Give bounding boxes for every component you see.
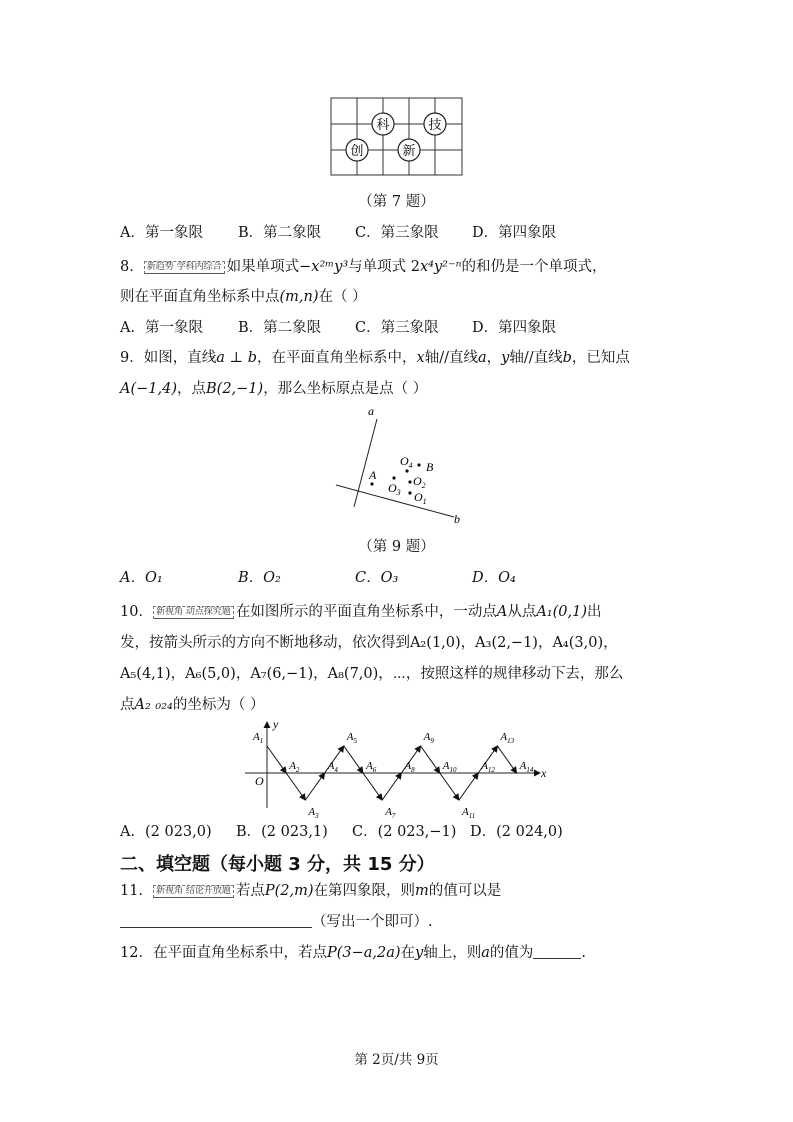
q7-option-a[interactable]: A．第一象限 <box>120 225 203 241</box>
q10-point-a1: A₁(0,1) <box>536 604 587 620</box>
q8-text: 则在平面直角坐标系中点 <box>120 289 280 305</box>
zigzag-point-label: $A_6$ <box>366 760 377 774</box>
q9-text: ，点 <box>177 381 206 397</box>
q8-text: 如果单项式− <box>226 259 312 275</box>
q7-option-c[interactable]: C．第三象限 <box>355 225 439 241</box>
q11-text: 的值可以是 <box>428 883 502 899</box>
label-o4: $O_4$ <box>400 454 413 470</box>
zigzag-segment <box>497 746 516 773</box>
q9-option-d[interactable]: D．O₄ <box>472 570 516 586</box>
q8-text: 的和仍是一个单项式， <box>461 259 607 275</box>
zigzag-segment <box>267 746 286 773</box>
section-2-heading: 二、填空题（每小题 3 分，共 15 分） <box>120 854 435 875</box>
q8-line-1 <box>120 255 607 276</box>
q9-option-c[interactable]: C．O₃ <box>355 570 399 586</box>
q11-var: m <box>414 883 429 899</box>
zigzag-point-label: $A_8$ <box>404 760 415 774</box>
zigzag-labels <box>252 731 534 820</box>
q12-text: 在 <box>400 945 416 961</box>
q10-line-1 <box>120 600 601 621</box>
q9-var: x <box>416 350 425 366</box>
q11-line-2 <box>120 910 433 931</box>
q11-point: P(2,m) <box>264 883 314 899</box>
q12-text: 12．在平面直角坐标系中，若点 <box>120 945 327 961</box>
q11-line-1 <box>120 879 501 900</box>
q7-option-d[interactable]: D．第四象限 <box>472 225 557 241</box>
q10-option-d[interactable]: D．(2 024,0) <box>470 824 563 840</box>
q12-text: 的值为 <box>489 945 534 961</box>
zigzag-point-label: $A_5$ <box>346 731 358 745</box>
figure-10-zigzag-graph <box>245 717 555 820</box>
q11-text: （写出一个即可）. <box>312 914 433 930</box>
zigzag-point-label: $A_{12}$ <box>481 760 495 774</box>
label-o1: $O_1$ <box>414 490 427 506</box>
q8-option-d[interactable]: D．第四象限 <box>472 320 557 336</box>
label-o3: $O_3$ <box>388 481 401 497</box>
q12-var: a <box>481 945 490 961</box>
label-b: b <box>454 512 460 526</box>
q10-tag: 新视角 动点探究题 <box>153 606 234 619</box>
figure-7-board <box>330 97 464 177</box>
q8-option-a[interactable]: A．第一象限 <box>120 320 203 336</box>
q11-answer-blank[interactable] <box>120 913 312 928</box>
q10-text: 点 <box>120 697 135 713</box>
label-point-b: B <box>426 460 434 474</box>
zigzag-point-label: $A_3$ <box>308 806 319 820</box>
q8-monomial-1: x²ᵐy³ <box>311 259 349 275</box>
piece-xin: 新 <box>402 143 416 158</box>
q9-point-a: A(−1,4) <box>120 381 177 397</box>
q10-line-2: 发，按箭头所示的方向不断地移动，依次得到A₂(1,0)，A₃(2,−1)，A₄(3,0)， <box>120 635 618 651</box>
q12-point: P(3−a,2a) <box>326 945 401 961</box>
zigzag-point-label: $A_{13}$ <box>500 731 515 745</box>
q10-line-3: A₅(4,1)，A₆(5,0)，A₇(6,−1)，A₈(7,0)，⋯，按照这样的规律移动下去，那么 <box>120 666 624 682</box>
q12-var: y <box>415 945 424 961</box>
q8-text: 在（ ） <box>318 289 367 305</box>
figure-9-diagram <box>330 405 465 527</box>
q9-var: a <box>477 350 487 366</box>
q8-line-2 <box>120 285 367 306</box>
zigzag-point-label: $A_1$ <box>253 731 264 745</box>
zigzag-point-label: $A_7$ <box>385 806 396 820</box>
q10-option-b[interactable]: B．(2 023,1) <box>236 824 328 840</box>
q10-text: 在如图所示的平面直角坐标系中，一动点 <box>235 604 497 620</box>
zigzag-segment <box>421 746 440 773</box>
q10-option-c[interactable]: C．(2 023,−1) <box>352 824 457 840</box>
piece-chuang: 创 <box>350 143 364 158</box>
zigzag-segment <box>286 773 305 800</box>
q9-line-2 <box>120 377 427 398</box>
q10-point-a2024: A₂ ₀₂₄ <box>134 697 173 713</box>
q10-text: 从点 <box>507 604 537 620</box>
q9-option-b[interactable]: B．O₂ <box>238 570 281 586</box>
zigzag-point-label: $A_4$ <box>327 760 338 774</box>
label-x-axis: x <box>541 766 547 780</box>
q12-answer-blank[interactable] <box>533 944 581 959</box>
zigzag-point-label: $A_9$ <box>423 731 434 745</box>
page-footer: 第 2页/共 9页 <box>354 1052 439 1068</box>
label-origin: O <box>255 774 264 788</box>
figure-9-caption: （第 9 题） <box>358 539 435 555</box>
q10-number: 10． <box>120 604 153 620</box>
label-a: a <box>368 404 374 418</box>
q9-text: ， <box>486 350 502 366</box>
q8-option-b[interactable]: B．第二象限 <box>238 320 322 336</box>
q10-line-4 <box>120 693 264 714</box>
q9-line-1 <box>120 346 630 367</box>
q10-text: 出 <box>586 604 602 620</box>
q8-monomial-2: x⁴y²⁻ⁿ <box>420 259 462 275</box>
zigzag-point-label: $A_{14}$ <box>519 760 534 774</box>
q8-point: (m,n) <box>279 289 319 305</box>
q8-tag: 新趋势 学科内综合 <box>144 261 225 274</box>
q11-tag: 新视角 结论开放题 <box>153 885 234 898</box>
zigzag-point-label: $A_2$ <box>289 760 300 774</box>
q9-perp: a ⊥ b <box>216 350 258 366</box>
q11-text: 在第四象限，则 <box>313 883 415 899</box>
q9-point-b: B(2,−1) <box>206 381 264 397</box>
zigzag-point-label: $A_{10}$ <box>442 760 457 774</box>
piece-ji: 技 <box>428 117 442 132</box>
q8-text: 与单项式 2 <box>348 259 420 275</box>
zigzag-segment <box>344 746 363 773</box>
q9-text: ，在平面直角坐标系中， <box>257 350 417 366</box>
label-y-axis: y <box>273 717 279 731</box>
q9-text: 轴//直线 <box>509 350 563 366</box>
q12-line-1 <box>120 941 586 962</box>
q9-var: y <box>501 350 510 366</box>
board-pieces <box>346 113 446 161</box>
figure-7-caption: （第 7 题） <box>358 194 435 210</box>
label-point-a: A <box>369 468 377 482</box>
label-o2: $O_2$ <box>413 474 426 490</box>
zigzag-point-label: $A_{11}$ <box>462 806 476 820</box>
q11-number: 11． <box>120 883 153 899</box>
q8-option-c[interactable]: C．第三象限 <box>355 320 439 336</box>
zigzag-segment <box>459 773 478 800</box>
q9-var: b <box>562 350 572 366</box>
q11-text: 若点 <box>235 883 265 899</box>
zigzag-segment <box>440 773 459 800</box>
q10-var: A <box>496 604 508 620</box>
q8-number: 8． <box>120 259 144 275</box>
line-a <box>354 419 377 507</box>
q9-text: 9．如图，直线 <box>120 350 217 366</box>
q9-text: 轴//直线 <box>424 350 478 366</box>
q10-option-a[interactable]: A．(2 023,0) <box>120 824 212 840</box>
q10-text: 的坐标为（ ） <box>172 697 265 713</box>
zigzag-segment <box>305 773 324 800</box>
q12-text: 轴上，则 <box>423 945 482 961</box>
piece-ke: 科 <box>376 117 390 132</box>
q9-text: ，已知点 <box>571 350 630 366</box>
zigzag-segment <box>382 773 401 800</box>
q9-option-a[interactable]: A．O₁ <box>120 570 163 586</box>
q9-text: ，那么坐标原点是点（ ） <box>263 381 428 397</box>
q7-option-b[interactable]: B．第二象限 <box>238 225 322 241</box>
zigzag-segment <box>363 773 382 800</box>
q12-text: . <box>581 945 586 961</box>
